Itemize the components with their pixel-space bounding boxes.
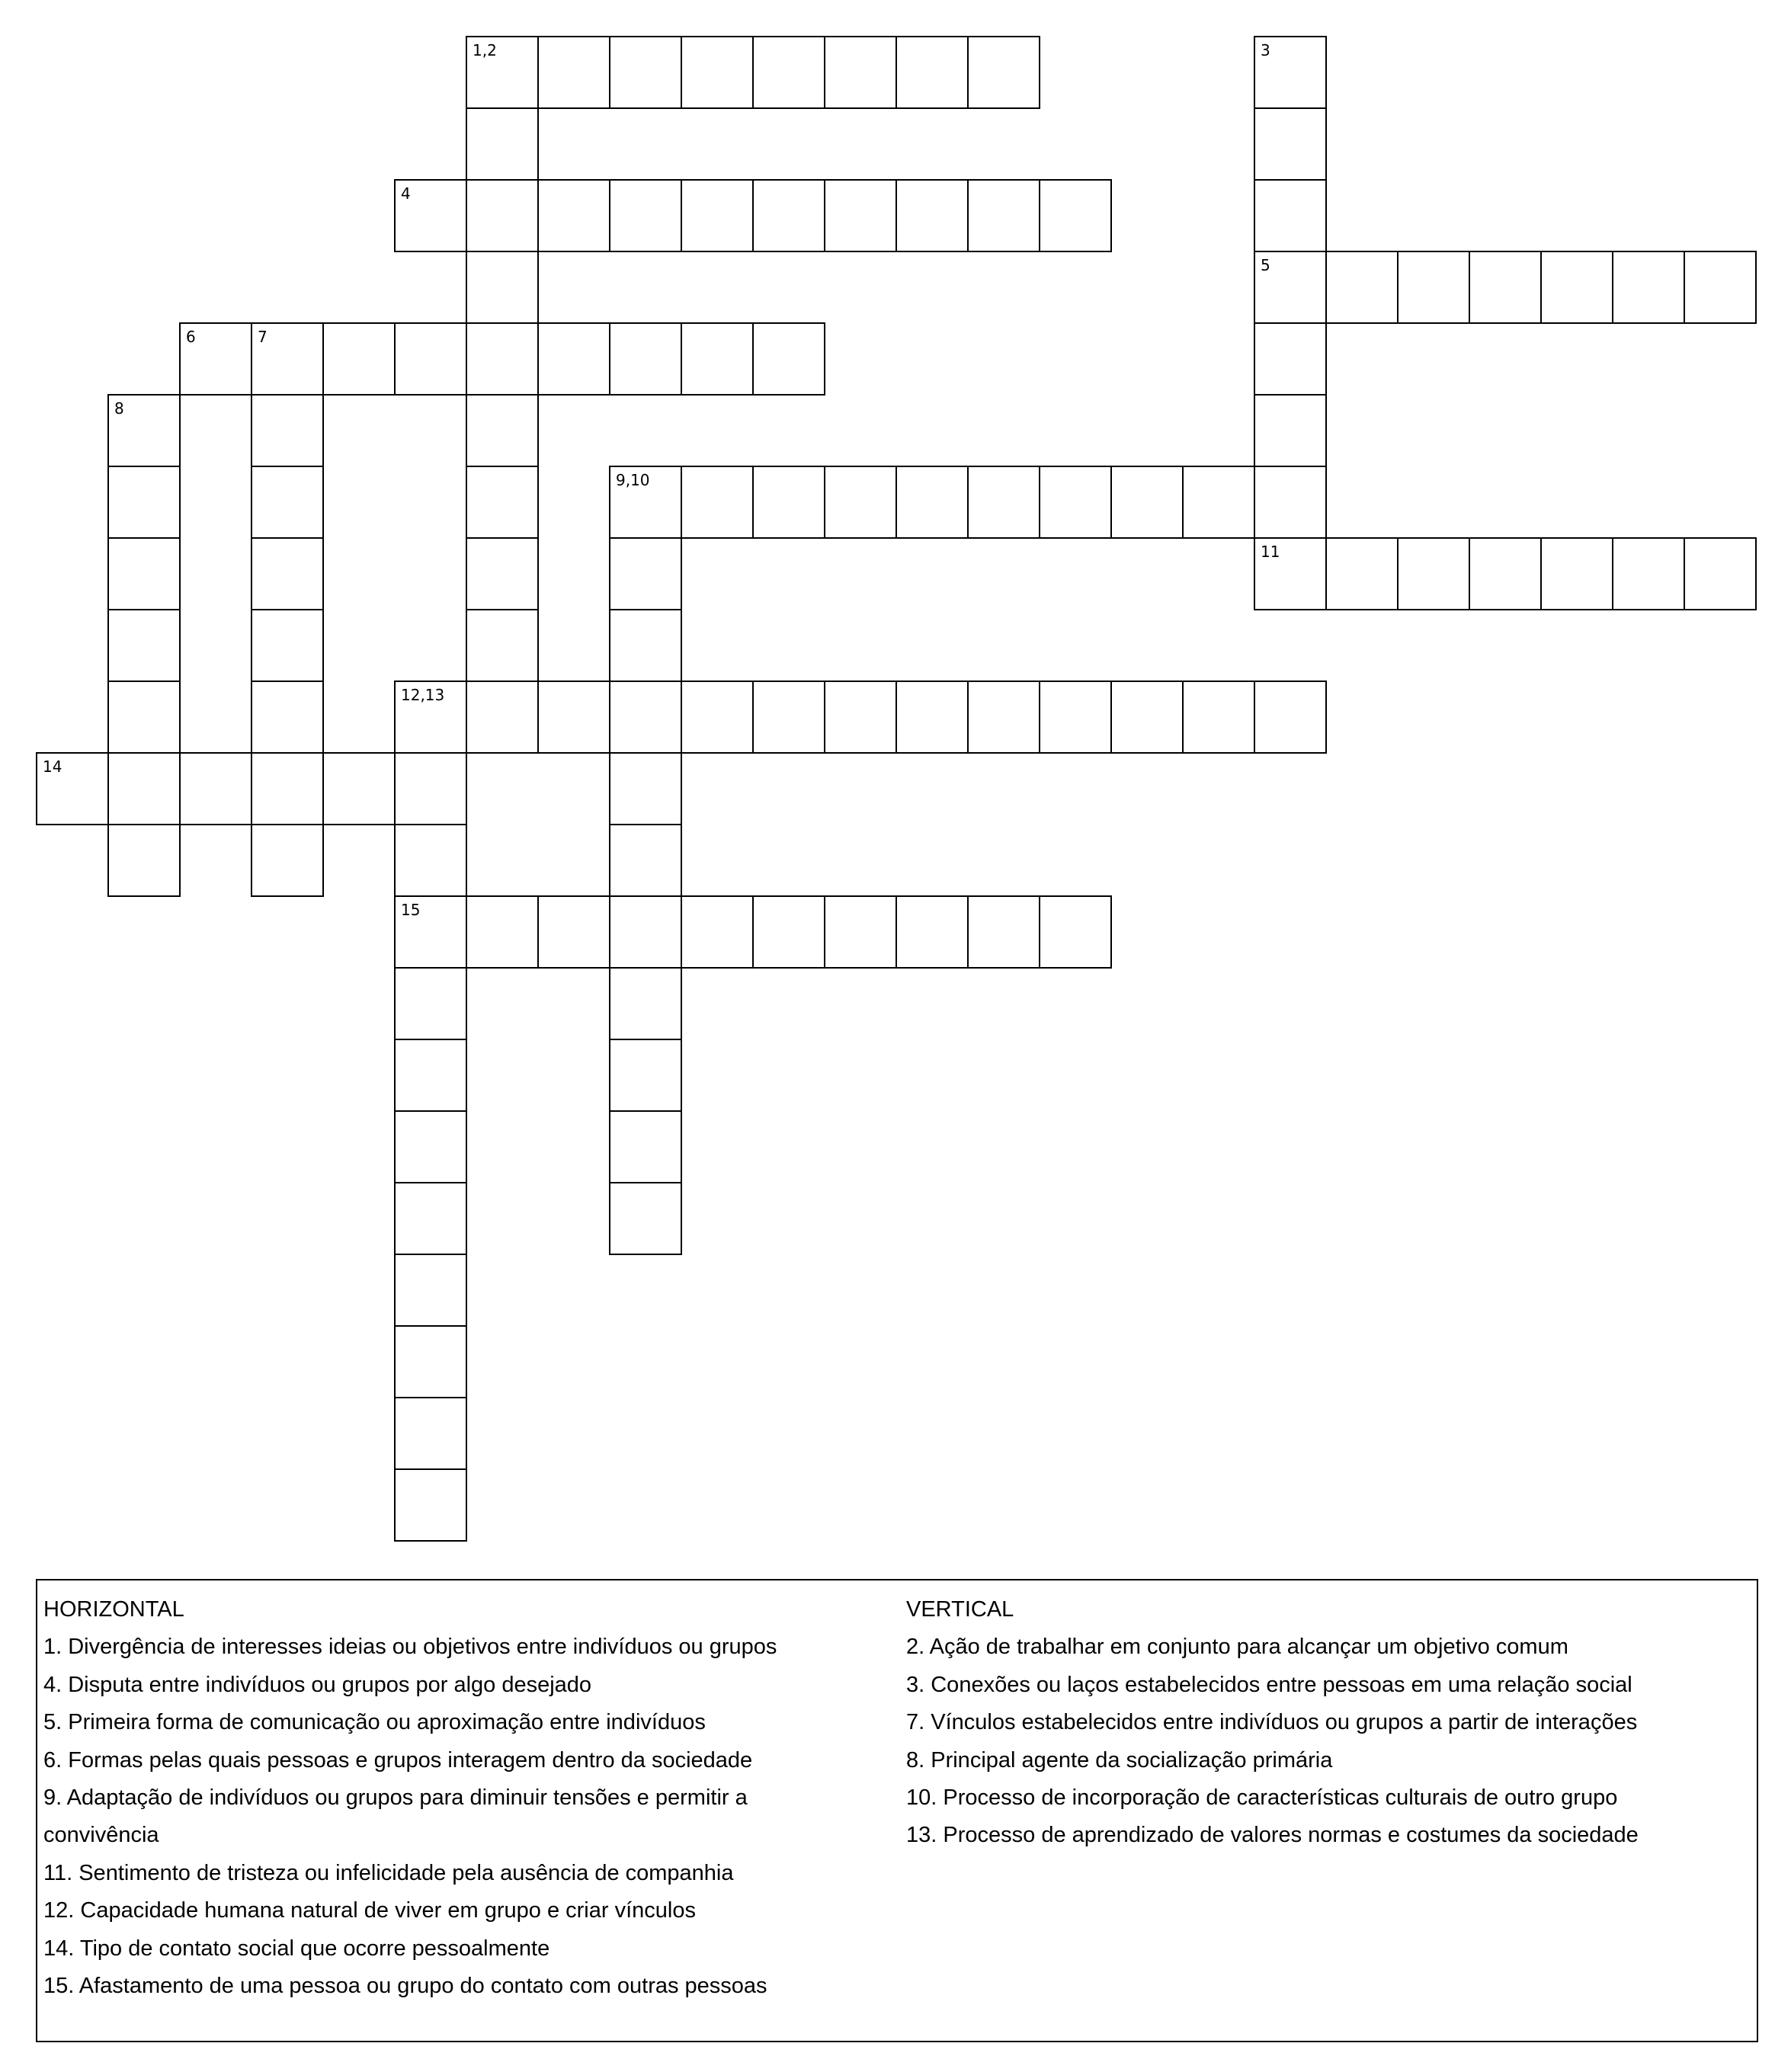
grid-cell[interactable] (36, 752, 109, 825)
grid-cell[interactable] (251, 824, 324, 897)
grid-cell[interactable] (466, 895, 539, 969)
grid-cell[interactable] (896, 179, 969, 252)
grid-cell[interactable] (394, 1039, 467, 1112)
grid-cell[interactable] (1254, 322, 1327, 396)
grid-cell[interactable] (609, 609, 682, 682)
horizontal-clue: 12. Capacidade humana natural de viver em grupo e criar vínculos (43, 1898, 696, 1923)
grid-cell[interactable] (1039, 466, 1112, 539)
grid-cell[interactable] (752, 895, 825, 969)
grid-cell[interactable] (752, 179, 825, 252)
grid-cell[interactable] (896, 681, 969, 754)
vertical-clues (906, 1591, 1745, 1855)
grid-cell[interactable] (107, 681, 181, 754)
vertical-clue: 10. Processo de incorporação de características culturais de outro grupo (906, 1785, 1618, 1811)
grid-cell[interactable] (179, 752, 252, 825)
grid-cell[interactable] (1612, 537, 1685, 610)
grid-cell[interactable] (609, 752, 682, 825)
grid-cell[interactable] (251, 681, 324, 754)
clue-number: 9,10 (616, 471, 650, 489)
grid-cell[interactable] (466, 179, 539, 252)
grid-cell[interactable] (466, 466, 539, 539)
grid-cell[interactable] (967, 466, 1040, 539)
grid-cell[interactable] (824, 36, 897, 109)
grid-cell[interactable] (681, 322, 754, 396)
grid-cell[interactable] (394, 179, 467, 252)
grid-cell[interactable] (1110, 681, 1184, 754)
grid-cell[interactable] (394, 1254, 467, 1327)
grid-cell[interactable] (107, 537, 181, 610)
grid-cell[interactable] (824, 895, 897, 969)
clue-number: 1,2 (473, 41, 497, 59)
grid-cell[interactable] (609, 824, 682, 897)
grid-cell[interactable] (967, 681, 1040, 754)
grid-cell[interactable] (824, 681, 897, 754)
grid-cell[interactable] (394, 1182, 467, 1255)
grid-cell[interactable] (466, 537, 539, 610)
clue-number: 7 (258, 328, 268, 346)
grid-cell[interactable] (1254, 107, 1327, 181)
grid-cell[interactable] (609, 466, 682, 539)
grid-cell[interactable] (1325, 537, 1399, 610)
clue-number: 3 (1261, 41, 1270, 59)
grid-cell[interactable] (322, 752, 396, 825)
grid-cell[interactable] (1182, 466, 1255, 539)
grid-cell[interactable] (896, 36, 969, 109)
grid-cell[interactable] (609, 1182, 682, 1255)
grid-cell[interactable] (1110, 466, 1184, 539)
horizontal-clue: 5. Primeira forma de comunicação ou aproximação entre indivíduos (43, 1710, 706, 1735)
grid-cell[interactable] (466, 681, 539, 754)
grid-cell[interactable] (1254, 179, 1327, 252)
grid-cell[interactable] (1039, 681, 1112, 754)
grid-cell[interactable] (1469, 537, 1542, 610)
grid-cell[interactable] (824, 466, 897, 539)
grid-cell[interactable] (107, 466, 181, 539)
grid-cell[interactable] (609, 1110, 682, 1183)
grid-cell[interactable] (466, 36, 539, 109)
grid-cell[interactable] (896, 895, 969, 969)
horizontal-clue: 1. Divergência de interesses ideias ou objetivos entre indivíduos ou grupos (43, 1635, 777, 1660)
grid-cell[interactable] (537, 322, 610, 396)
horizontal-title: HORIZONTAL (43, 1597, 184, 1622)
grid-cell[interactable] (1684, 251, 1757, 324)
grid-cell[interactable] (1612, 251, 1685, 324)
grid-cell[interactable] (681, 466, 754, 539)
grid-cell[interactable] (466, 322, 539, 396)
grid-cell[interactable] (1254, 251, 1327, 324)
grid-cell[interactable] (752, 466, 825, 539)
grid-cell[interactable] (752, 681, 825, 754)
grid-cell[interactable] (466, 251, 539, 324)
clue-number: 14 (43, 757, 62, 776)
grid-cell[interactable] (967, 36, 1040, 109)
grid-cell[interactable] (107, 752, 181, 825)
clue-number: 8 (114, 399, 124, 418)
grid-cell[interactable] (107, 394, 181, 467)
grid-cell[interactable] (1039, 895, 1112, 969)
vertical-clue: 8. Principal agente da socialização primária (906, 1747, 1333, 1773)
grid-cell[interactable] (1254, 681, 1327, 754)
grid-cell[interactable] (107, 824, 181, 897)
grid-cell[interactable] (251, 609, 324, 682)
horizontal-clue: 14. Tipo de contato social que ocorre pessoalmente (43, 1936, 550, 1961)
grid-cell[interactable] (394, 967, 467, 1040)
clue-number: 11 (1261, 543, 1280, 561)
grid-cell[interactable] (394, 1397, 467, 1470)
grid-cell[interactable] (466, 107, 539, 181)
grid-cell[interactable] (251, 466, 324, 539)
vertical-clue: 7. Vínculos estabelecidos entre indivíduos ou grupos a partir de interações (906, 1710, 1638, 1735)
vertical-clue: 3. Conexões ou laços estabelecidos entre pessoas em uma relação social (906, 1672, 1632, 1697)
clue-number: 5 (1261, 256, 1270, 274)
grid-cell[interactable] (251, 537, 324, 610)
grid-cell[interactable] (251, 322, 324, 396)
grid-cell[interactable] (681, 36, 754, 109)
grid-cell[interactable] (1254, 537, 1327, 610)
grid-cell[interactable] (1397, 537, 1470, 610)
grid-cell[interactable] (609, 322, 682, 396)
grid-cell[interactable] (681, 895, 754, 969)
grid-cell[interactable] (537, 895, 610, 969)
grid-cell[interactable] (1254, 36, 1327, 109)
grid-cell[interactable] (1182, 681, 1255, 754)
grid-cell[interactable] (394, 752, 467, 825)
vertical-clue: 13. Processo de aprendizado de valores normas e costumes da sociedade (906, 1823, 1639, 1848)
grid-cell[interactable] (609, 895, 682, 969)
horizontal-clue: 9. Adaptação de indivíduos ou grupos para diminuir tensões e permitir a convivência (43, 1785, 748, 1848)
grid-cell[interactable] (609, 967, 682, 1040)
vertical-title: VERTICAL (906, 1597, 1014, 1622)
grid-cell[interactable] (896, 466, 969, 539)
grid-cell[interactable] (1684, 537, 1757, 610)
grid-cell[interactable] (394, 895, 467, 969)
grid-cell[interactable] (824, 179, 897, 252)
grid-cell[interactable] (609, 36, 682, 109)
grid-cell[interactable] (394, 1110, 467, 1183)
grid-cell[interactable] (537, 36, 610, 109)
grid-cell[interactable] (967, 179, 1040, 252)
grid-cell[interactable] (394, 1325, 467, 1398)
grid-cell[interactable] (179, 322, 252, 396)
grid-cell[interactable] (609, 1039, 682, 1112)
grid-cell[interactable] (394, 824, 467, 897)
grid-cell[interactable] (681, 179, 754, 252)
grid-cell[interactable] (609, 681, 682, 754)
grid-cell[interactable] (251, 394, 324, 467)
clue-number: 15 (401, 901, 421, 919)
grid-cell[interactable] (967, 895, 1040, 969)
horizontal-clue: 15. Afastamento de uma pessoa ou grupo do contato com outras pessoas (43, 1974, 767, 1999)
grid-cell[interactable] (537, 681, 610, 754)
clue-number: 12,13 (401, 686, 445, 704)
grid-cell[interactable] (251, 752, 324, 825)
grid-cell[interactable] (609, 537, 682, 610)
grid-cell[interactable] (752, 322, 825, 396)
grid-cell[interactable] (107, 609, 181, 682)
grid-cell[interactable] (322, 322, 396, 396)
vertical-clue: 2. Ação de trabalhar em conjunto para alcançar um objetivo comum (906, 1635, 1568, 1660)
horizontal-clue: 4. Disputa entre indivíduos ou grupos por algo desejado (43, 1672, 592, 1697)
clue-number: 6 (186, 328, 196, 346)
horizontal-clue: 11. Sentimento de tristeza ou infelicidade pela ausência de companhia (43, 1860, 734, 1885)
grid-cell[interactable] (394, 322, 467, 396)
grid-cell[interactable] (1254, 466, 1327, 539)
grid-cell[interactable] (1540, 537, 1613, 610)
grid-cell[interactable] (1540, 251, 1613, 324)
grid-cell[interactable] (394, 1468, 467, 1542)
grid-cell[interactable] (1039, 179, 1112, 252)
grid-cell[interactable] (394, 681, 467, 754)
grid-cell[interactable] (1254, 394, 1327, 467)
grid-cell[interactable] (537, 179, 610, 252)
grid-cell[interactable] (466, 609, 539, 682)
grid-cell[interactable] (752, 36, 825, 109)
grid-cell[interactable] (681, 681, 754, 754)
clues-box (36, 1579, 1758, 2042)
grid-cell[interactable] (466, 394, 539, 467)
grid-cell[interactable] (609, 179, 682, 252)
grid-cell[interactable] (1325, 251, 1399, 324)
horizontal-clues (43, 1591, 867, 2005)
grid-cell[interactable] (1397, 251, 1470, 324)
clue-number: 4 (401, 184, 411, 203)
horizontal-clue: 6. Formas pelas quais pessoas e grupos interagem dentro da sociedade (43, 1747, 753, 1773)
grid-cell[interactable] (1469, 251, 1542, 324)
